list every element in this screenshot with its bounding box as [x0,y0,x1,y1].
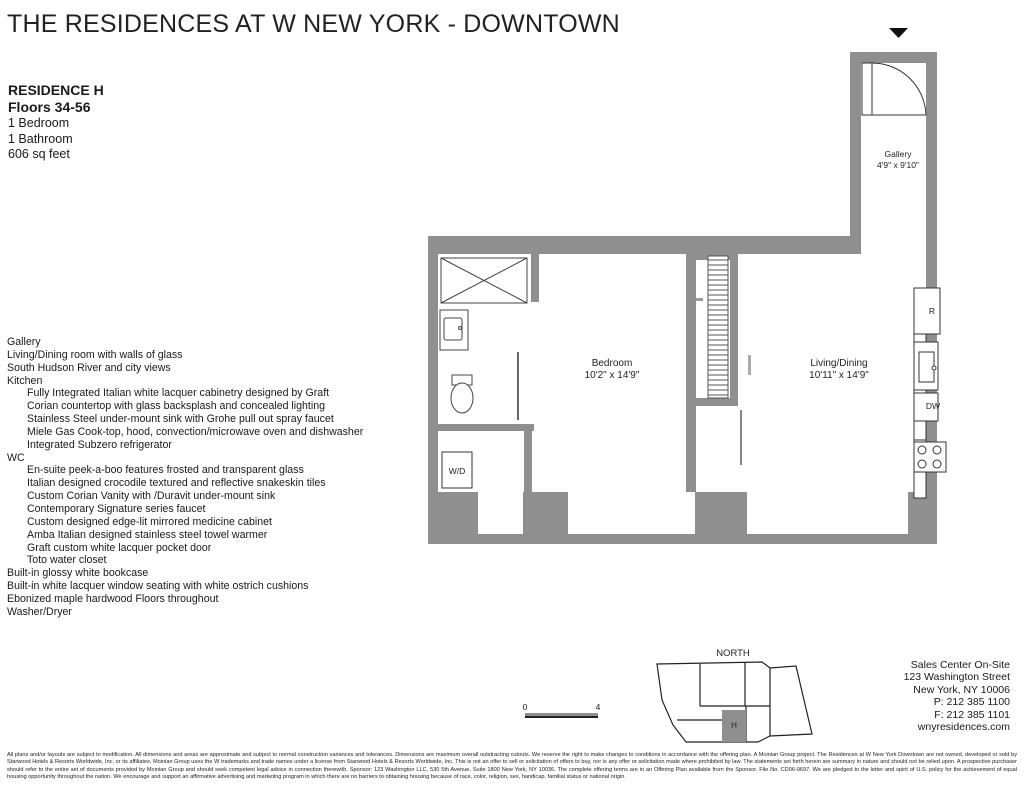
bedroom-dims: 10'2" x 14'9" [584,370,640,381]
feature-sub-item: Miele Gas Cook-top, hood, convection/microwave oven and dishwasher [27,425,364,438]
feature-item: Living/Dining room with walls of glass [7,348,183,361]
feature-sub-item: Italian designed crocodile textured and reflective snakeskin tiles [27,477,326,490]
feature-sub-item: Contemporary Signature series faucet [27,502,206,515]
feature-sub-item: Fully Integrated Italian white lacquer cabinetry designed by Graft [27,387,330,400]
sales-website-link[interactable]: wnyresidences.com [917,721,1010,734]
fridge [914,288,940,334]
sales-contact [904,659,1010,733]
dishwasher-label: DW [925,401,941,411]
document-title: THE RESIDENCES AT W NEW YORK - DOWNTOWN [7,10,620,38]
feature-item: South Hudson River and city views [7,361,171,374]
dishwasher [914,393,940,421]
bedroom-label: Bedroom [591,358,633,369]
feature-sub-item: En-suite peek-a-boo features frosted and transparent glass [27,464,304,477]
residence-bathrooms: 1 Bathroom [8,131,73,146]
sales-line: New York, NY 10006 [913,683,1010,696]
fridge-label: R [928,306,936,316]
gallery-label: Gallery [884,149,912,159]
wall-marker [695,298,703,301]
feature-sub-item: Toto water closet [27,554,107,567]
feature-item: Washer/Dryer [7,605,72,618]
scale-end: 4 [595,702,601,712]
feature-item: Built-in glossy white bookcase [7,567,149,580]
walls [428,52,937,544]
feature-item: WC [7,451,25,464]
sales-line: 123 Washington Street [903,671,1010,684]
sales-line: F: 212 385 1101 [934,708,1010,721]
vanity-sink [440,310,468,350]
legal-disclaimer: All plans and/or layouts are subject to modification. All dimensions and areas are approximate and subject to normal construction variances and tolerances. Dimensions are maximum overall outstracting cutouts. We reserve the right to make changes to conditions in accordance with the offering plan. A Moinian Group project. The Residences at W New York Downtown are not owned, developed or sold by Starwood Hotels & Resorts Worldwide, Inc. or its affiliates. Moinian Group uses the W trademarks and trade names under a license from Starwood Hotels & Resorts Worldwide, Inc. This is not an offer to sell or solicitation of offers to buy, nor is any offer or solicitation made where prohibited by law. The statements set forth herein are summary in nature and should not be relied upon. A prospective purchaser should refer to the entire set of documents provided by Moinian Group and should seek competent legal advice in connection therewith. Sponsor: 123 Washington LLC, 530 5th Avenue, Suite 1800 New York, NY 10036. The complete offering terms are in an Offering Plan available from the Sponsor. File No. CD06-0697. We are pledged to the letter and spirit of U.S. policy for the achievement of equal housing opportunity throughout the nation. We encourage and support an affirmative advertising and marketing program in which there are no barriers to obtaining housing because of race, color, religion, sex, handicap, familial status or national origin. [7,752,1017,781]
feature-sub-item: Stainless Steel under-mount sink with Grohe pull out spray faucet [27,413,334,426]
living-dims: 10'11" x 14'9" [809,370,869,381]
sales-line: P: 212 385 1100 [933,696,1010,709]
residence-name: RESIDENCE H [8,82,104,98]
feature-sub-item: Custom designed edge-lit mirrored medicine cabinet [27,515,272,528]
entry-door [862,63,926,115]
key-plan-unit-label: H [731,721,737,730]
toilet [451,375,473,413]
entry-arrow-icon [889,28,908,38]
scale-bar [523,702,601,718]
feature-item: Gallery [7,336,41,348]
kitchen-sink [914,342,938,390]
feature-sub-item: Graft custom white lacquer pocket door [27,541,212,554]
feature-sub-item: Amba Italian designed stainless steel towel warmer [27,528,268,541]
feature-sub-item: Corian countertop with glass backsplash and concealed lighting [27,400,325,413]
shower [441,258,527,303]
sales-line: Sales Center On-Site [910,659,1010,671]
bookcase [708,256,728,398]
residence-bedrooms: 1 Bedroom [8,116,70,130]
feature-sub-item: Integrated Subzero refrigerator [27,438,172,451]
scale-start: 0 [522,702,528,712]
washer-dryer-label: W/D [448,466,466,476]
living-label: Living/Dining [810,358,868,369]
feature-item: Ebonized maple hardwood Floors throughout [7,592,219,605]
north-label: NORTH [716,648,750,659]
residence-area: 606 sq feet [8,147,70,161]
cooktop [914,442,946,472]
feature-sub-item: Custom Corian Vanity with /Duravit under-mount sink [27,490,276,503]
feature-item: Built-in white lacquer window seating with white ostrich cushions [7,580,309,593]
gallery-dims: 4'9" x 9'10" [877,160,919,170]
residence-floors: Floors 34-56 [8,99,91,115]
feature-item: Kitchen [7,374,43,387]
wall-marker-2 [748,355,751,375]
